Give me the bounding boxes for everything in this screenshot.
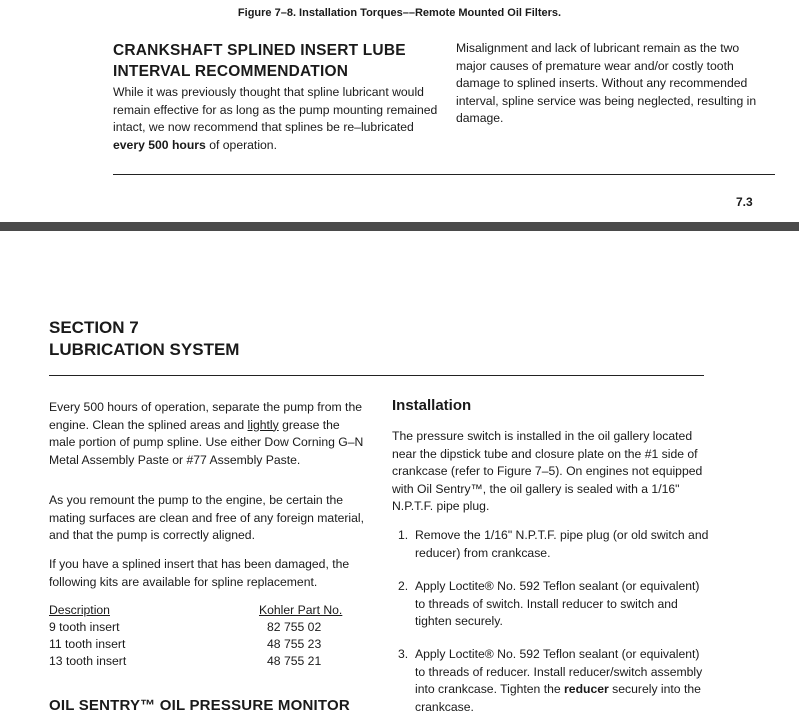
lube-interval-heading [113, 40, 443, 82]
installation-heading: Installation [392, 397, 472, 414]
step-text-start: Apply Loctite® No. 592 Teflon sealant (or equivalent) to threads of reducer. Install reducer/switch assembly into crankcase. Tighten the [415, 647, 703, 696]
lube-para-end: of operation. [205, 137, 277, 152]
remount-paragraph: As you remount the pump to the engine, be certain the mating surfaces are clean and free of any foreign material, and that the pump is correctly aligned. [49, 493, 365, 542]
section-label: SECTION 7 [49, 318, 139, 337]
oil-sentry-heading: OIL SENTRY™ OIL PRESSURE MONITOR [49, 697, 350, 714]
step-text: Apply Loctite® No. 592 Teflon sealant (or equivalent) to threads of switch. Install reducer to switch and tighten securely. [415, 579, 700, 628]
figure-caption: Figure 7–8. Installation Torques––Remote Mounted Oil Filters. [237, 7, 562, 19]
step-text-end: securely into the crankcase. [415, 682, 701, 714]
lube-interval-heading-line1: CRANKSHAFT SPLINED INSERT LUBE [113, 42, 406, 59]
step-number: 2. [398, 579, 409, 593]
step-number: 3. [398, 647, 409, 661]
section-title: LUBRICATION SYSTEM [49, 340, 240, 359]
lube-para-emphasis: every 500 hours [113, 137, 206, 152]
table-row-part: 48 755 23 [267, 637, 322, 651]
table-row-part: 82 755 02 [267, 620, 322, 634]
step-text [415, 646, 710, 716]
section-heading [49, 317, 239, 361]
step-text: Remove the 1/16" N.P.T.F. pipe plug (or old switch and reducer) from crankcase. [415, 528, 709, 560]
installation-paragraph: The pressure switch is installed in the oil gallery located near the dipstick tube and closure plate on the #1 side of crankcase (refer to Figure 7–5). On engines not equipped with Oil Sentry™, the oil gallery is sealed with a 1/16" N.P.T.F. pipe plug. [392, 429, 703, 513]
pump-paragraph [49, 399, 369, 469]
table-header-description: Description [49, 603, 110, 617]
page-number: 7.3 [736, 195, 753, 209]
pump-para-underline: lightly [247, 417, 279, 432]
misalignment-paragraph: Misalignment and lack of lubricant remain as the two major causes of premature wear and/or costly tooth damage to splined inserts. Without any recommended interval, spline service was being neglected, resulting in damage. [456, 41, 757, 125]
table-row-desc: 9 tooth insert [49, 620, 120, 634]
table-row-desc: 13 tooth insert [49, 654, 127, 668]
page-separator-band [0, 222, 799, 231]
table-header-part: Kohler Part No. [259, 603, 343, 617]
step-text-emphasis: reducer [564, 682, 609, 696]
pump-para-text: Every 500 hours of operation, separate the pump from the engine. Clean the splined areas and [49, 400, 362, 432]
step-number: 1. [398, 528, 409, 542]
section-divider [49, 375, 704, 376]
lube-interval-paragraph [113, 84, 443, 154]
pump-para-end: grease the male portion of pump spline. Use either Dow Corning G–N Metal Assembly Paste or #77 Assembly Paste. [49, 417, 364, 467]
upper-divider [113, 174, 775, 175]
lube-interval-heading-line2: INTERVAL RECOMMENDATION [113, 63, 349, 80]
table-row-part: 48 755 21 [267, 654, 322, 668]
table-row-desc: 11 tooth insert [49, 637, 126, 651]
lube-para-text: While it was previously thought that spline lubricant would remain effective for as long as the pump mounting remained intact, we now recommend that splines be re–lubricated [113, 85, 438, 134]
kits-paragraph: If you have a splined insert that has been damaged, the following kits are available for spline replacement. [49, 557, 350, 589]
